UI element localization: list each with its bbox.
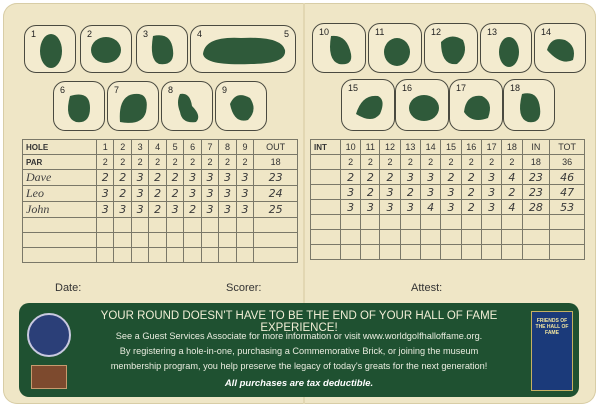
hole-header: 1 bbox=[97, 140, 114, 155]
in-total-cell: 23 bbox=[522, 185, 550, 200]
hole-header: 11 bbox=[361, 140, 380, 155]
promo-banner bbox=[19, 303, 579, 397]
par-value: 2 bbox=[502, 155, 522, 170]
out-par-value: 18 bbox=[254, 155, 298, 170]
green-shape-icon bbox=[108, 82, 158, 130]
green-shape-icon bbox=[81, 26, 131, 72]
out-total-cell: 25 bbox=[254, 202, 298, 218]
tot-par-value: 36 bbox=[550, 155, 585, 170]
hole-number: 5 bbox=[283, 29, 289, 39]
score-cell: 2 bbox=[114, 170, 131, 186]
par-value: 2 bbox=[114, 155, 131, 170]
green-shape-icon bbox=[535, 24, 585, 72]
hole-diagram-2 bbox=[80, 25, 132, 73]
hole-diagram-7 bbox=[107, 81, 159, 131]
score-cell: 2 bbox=[380, 170, 400, 185]
score-cell: 3 bbox=[481, 170, 501, 185]
scorecard bbox=[3, 3, 596, 404]
score-cell: 2 bbox=[114, 186, 131, 202]
hole-header: 6 bbox=[184, 140, 201, 155]
brick-badge-icon bbox=[31, 365, 67, 389]
green-shape-icon bbox=[54, 82, 104, 130]
blank-row bbox=[23, 248, 298, 263]
grand-total-cell: 46 bbox=[550, 170, 585, 185]
par-value: 2 bbox=[166, 155, 183, 170]
score-cell: 2 bbox=[166, 186, 183, 202]
hole-number: 12 bbox=[431, 27, 442, 37]
score-cell: 3 bbox=[481, 200, 501, 215]
par-value: 2 bbox=[400, 155, 420, 170]
hole-diagram-10 bbox=[312, 23, 366, 73]
back-nine-scorecard-table bbox=[310, 139, 585, 260]
green-shape-icon bbox=[369, 24, 421, 72]
par-value: 2 bbox=[341, 155, 361, 170]
score-cell: 2 bbox=[97, 170, 114, 186]
banner-line: By registering a hole-in-one, purchasing a Commemorative Brick, or joining the museum bbox=[119, 346, 479, 356]
player-name: Leo bbox=[23, 186, 97, 202]
hole-diagram-13 bbox=[480, 23, 532, 73]
score-cell: 3 bbox=[201, 202, 218, 218]
score-cell: 3 bbox=[184, 186, 201, 202]
tot-header: TOT bbox=[550, 140, 585, 155]
score-cell: 3 bbox=[97, 202, 114, 218]
par-value: 2 bbox=[184, 155, 201, 170]
hole-diagram-6 bbox=[53, 81, 105, 131]
score-cell: 2 bbox=[400, 185, 420, 200]
green-shape-icon bbox=[450, 80, 502, 130]
par-value: 2 bbox=[481, 155, 501, 170]
par-row bbox=[23, 155, 298, 170]
hole-diagram-14 bbox=[534, 23, 586, 73]
score-cell: 4 bbox=[502, 170, 522, 185]
score-cell: 3 bbox=[236, 202, 253, 218]
green-shape-icon bbox=[481, 24, 531, 72]
hole-number: 16 bbox=[402, 83, 413, 93]
hole-number: 15 bbox=[348, 83, 359, 93]
int-label: INT bbox=[311, 140, 341, 155]
hole-number: 6 bbox=[60, 85, 66, 95]
score-cell: 3 bbox=[131, 186, 148, 202]
hole-number: 17 bbox=[456, 83, 467, 93]
score-cell: 3 bbox=[481, 185, 501, 200]
score-cell: 2 bbox=[184, 202, 201, 218]
green-shape-icon bbox=[191, 26, 295, 72]
green-shape-icon bbox=[216, 82, 266, 130]
out-header: OUT bbox=[254, 140, 298, 155]
grand-total-cell: 53 bbox=[550, 200, 585, 215]
friends-of-hall-of-fame-logo bbox=[531, 311, 573, 391]
green-shape-icon bbox=[504, 80, 554, 130]
player-row bbox=[23, 170, 298, 186]
green-shape-icon bbox=[396, 80, 448, 130]
hole-diagram-15 bbox=[341, 79, 395, 131]
hole-header: 13 bbox=[400, 140, 420, 155]
hole-number: 8 bbox=[168, 85, 174, 95]
score-cell: 2 bbox=[461, 185, 481, 200]
hole-header: 4 bbox=[149, 140, 166, 155]
score-cell: 3 bbox=[236, 186, 253, 202]
par-value: 2 bbox=[441, 155, 461, 170]
score-cell: 2 bbox=[361, 170, 380, 185]
score-cell: 3 bbox=[400, 170, 420, 185]
hole-row bbox=[23, 140, 298, 155]
score-cell: 3 bbox=[441, 200, 461, 215]
score-cell: 3 bbox=[166, 202, 183, 218]
hole-diagram-16 bbox=[395, 79, 449, 131]
hall-of-fame-seal-icon bbox=[27, 313, 71, 357]
score-cell: 2 bbox=[166, 170, 183, 186]
score-cell: 3 bbox=[131, 202, 148, 218]
hole-diagram-8 bbox=[161, 81, 213, 131]
blank-row bbox=[311, 215, 585, 230]
player-name: Dave bbox=[23, 170, 97, 186]
hole-header: 2 bbox=[114, 140, 131, 155]
out-total-cell: 23 bbox=[254, 170, 298, 186]
hole-diagram-4-5 bbox=[190, 25, 296, 73]
in-header: IN bbox=[522, 140, 550, 155]
green-shape-icon bbox=[313, 24, 365, 72]
par-value: 2 bbox=[97, 155, 114, 170]
banner-tax-note: All purchases are tax deductible. bbox=[224, 378, 374, 389]
banner-headline: YOUR ROUND DOESN'T HAVE TO BE THE END OF YOUR HALL OF FAME EXPERIENCE! bbox=[100, 310, 498, 334]
hole-number: 3 bbox=[143, 29, 149, 39]
player-name: John bbox=[23, 202, 97, 218]
green-shape-icon bbox=[137, 26, 187, 72]
score-cell: 3 bbox=[219, 186, 236, 202]
hole-diagram-3 bbox=[136, 25, 188, 73]
banner-line: membership program, you help preserve the legacy of today's greats for the next generation! bbox=[110, 361, 488, 371]
par-value: 2 bbox=[236, 155, 253, 170]
score-cell: 2 bbox=[149, 170, 166, 186]
hole-header: 10 bbox=[341, 140, 361, 155]
hole-header: 12 bbox=[380, 140, 400, 155]
score-cell: 2 bbox=[461, 170, 481, 185]
score-cell: 3 bbox=[201, 170, 218, 186]
hole-diagram-12 bbox=[424, 23, 478, 73]
hole-diagram-18 bbox=[503, 79, 555, 131]
hole-header: 7 bbox=[201, 140, 218, 155]
hole-header: 14 bbox=[421, 140, 441, 155]
par-value: 2 bbox=[380, 155, 400, 170]
green-shape-icon bbox=[342, 80, 394, 130]
par-value: 2 bbox=[361, 155, 380, 170]
player-row bbox=[23, 186, 298, 202]
out-total-cell: 24 bbox=[254, 186, 298, 202]
score-cell: 3 bbox=[114, 202, 131, 218]
hole-header: 5 bbox=[166, 140, 183, 155]
hole-header: 9 bbox=[236, 140, 253, 155]
hole-diagram-11 bbox=[368, 23, 422, 73]
score-cell: 3 bbox=[380, 200, 400, 215]
in-par-value: 18 bbox=[522, 155, 550, 170]
hole-number: 9 bbox=[222, 85, 228, 95]
score-cell: 2 bbox=[361, 185, 380, 200]
score-cell: 2 bbox=[441, 170, 461, 185]
grand-total-cell: 47 bbox=[550, 185, 585, 200]
score-cell: 4 bbox=[502, 200, 522, 215]
hole-header: 16 bbox=[461, 140, 481, 155]
attest-label: Attest: bbox=[411, 282, 443, 294]
hole-number: 2 bbox=[87, 29, 93, 39]
blank-row bbox=[311, 230, 585, 245]
scorer-label: Scorer: bbox=[226, 282, 262, 294]
green-shape-icon bbox=[425, 24, 477, 72]
hole-diagram-1 bbox=[24, 25, 76, 73]
score-cell: 3 bbox=[400, 200, 420, 215]
hole-header: 18 bbox=[502, 140, 522, 155]
par-label: PAR bbox=[23, 155, 97, 170]
par-value: 2 bbox=[421, 155, 441, 170]
score-cell: 2 bbox=[341, 170, 361, 185]
hole-diagram-17 bbox=[449, 79, 503, 131]
score-cell: 3 bbox=[97, 186, 114, 202]
hole-number: 14 bbox=[541, 27, 552, 37]
hole-number: 11 bbox=[375, 27, 385, 37]
player-row bbox=[311, 200, 585, 215]
front-nine-scorecard-table bbox=[22, 139, 298, 263]
hole-number: 13 bbox=[487, 27, 498, 37]
score-cell: 2 bbox=[461, 200, 481, 215]
hole-diagram-9 bbox=[215, 81, 267, 131]
score-cell: 3 bbox=[219, 170, 236, 186]
par-value: 2 bbox=[461, 155, 481, 170]
score-cell: 3 bbox=[201, 186, 218, 202]
score-cell: 3 bbox=[441, 185, 461, 200]
hole-header: 17 bbox=[481, 140, 501, 155]
score-cell: 2 bbox=[149, 186, 166, 202]
score-cell: 3 bbox=[236, 170, 253, 186]
blank-row bbox=[23, 233, 298, 248]
banner-line: See a Guest Services Associate for more information or visit www.worldgolfhalloffame.org. bbox=[115, 331, 483, 341]
green-shape-icon bbox=[25, 26, 75, 72]
hole-header: 15 bbox=[441, 140, 461, 155]
score-cell: 3 bbox=[421, 170, 441, 185]
score-cell: 3 bbox=[361, 200, 380, 215]
score-cell: 4 bbox=[421, 200, 441, 215]
score-cell: 3 bbox=[184, 170, 201, 186]
par-value: 2 bbox=[149, 155, 166, 170]
hole-number: 10 bbox=[319, 27, 330, 37]
hole-number: 7 bbox=[114, 85, 120, 95]
par-value: 2 bbox=[131, 155, 148, 170]
score-cell: 2 bbox=[149, 202, 166, 218]
blank-row bbox=[311, 245, 585, 260]
score-cell: 3 bbox=[341, 185, 361, 200]
hole-number: 1 bbox=[31, 29, 37, 39]
score-cell: 3 bbox=[421, 185, 441, 200]
hole-number: 18 bbox=[510, 83, 521, 93]
hole-number: 4 bbox=[197, 29, 203, 39]
par-value: 2 bbox=[219, 155, 236, 170]
par-row bbox=[311, 155, 585, 170]
green-shape-icon bbox=[162, 82, 212, 130]
player-row bbox=[311, 170, 585, 185]
hole-label: HOLE bbox=[23, 140, 97, 155]
score-cell: 3 bbox=[219, 202, 236, 218]
logo-text: FRIENDS OF THE HALL OF FAME bbox=[535, 318, 569, 336]
hole-header: 3 bbox=[131, 140, 148, 155]
par-value: 2 bbox=[201, 155, 218, 170]
score-cell: 3 bbox=[341, 200, 361, 215]
blank-row bbox=[23, 218, 298, 233]
player-row bbox=[23, 202, 298, 218]
date-label: Date: bbox=[55, 282, 82, 294]
in-total-cell: 28 bbox=[522, 200, 550, 215]
in-total-cell: 23 bbox=[522, 170, 550, 185]
hole-header: 8 bbox=[219, 140, 236, 155]
score-cell: 3 bbox=[131, 170, 148, 186]
player-row bbox=[311, 185, 585, 200]
hole-row bbox=[311, 140, 585, 155]
score-cell: 3 bbox=[380, 185, 400, 200]
score-cell: 2 bbox=[502, 185, 522, 200]
